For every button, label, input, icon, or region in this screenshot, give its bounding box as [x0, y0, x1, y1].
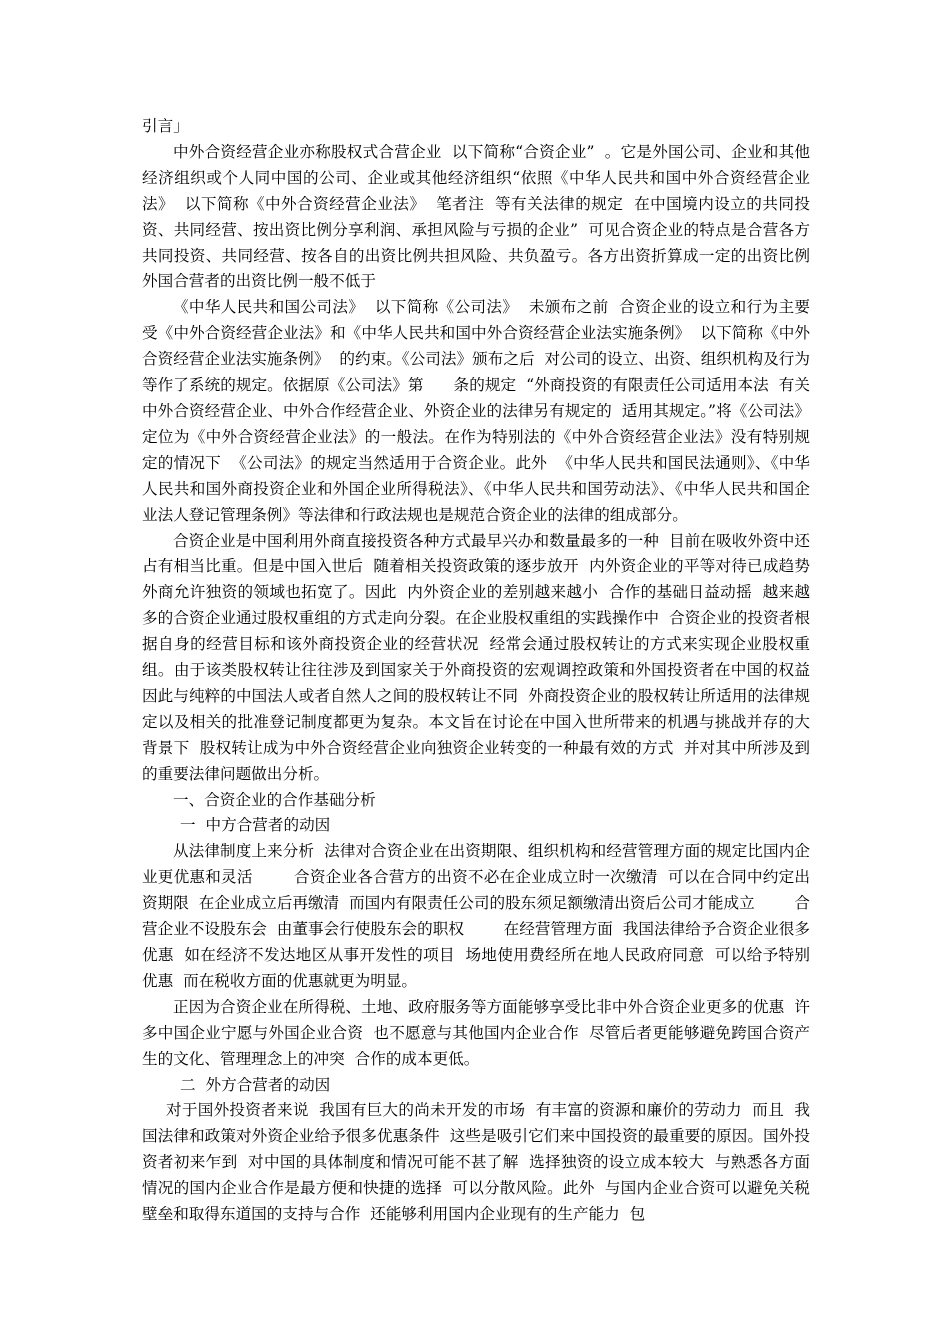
section-heading-1: 一、合资企业的合作基础分析: [173, 790, 376, 809]
subsection-heading-1: 一 中方合营者的动因: [180, 816, 331, 835]
paragraph-4: 从法律制度上来分析 法律对合资企业在出资期限、组织机构和经营管理方面的规定比国内企业更优惠和灵活 合资企业各合营方的出资不必在企业成立时一次缴清 可以在合同中约定出资期限 在企业成立后再缴清 而国内有限责任公司的股东须足额缴清出资后公司才能成立 合营企业不设股东会 由董事会行使股东会的职权 在经营管理方面 我国法律给予合资企业很多优惠 如在经济不发达地区从事开发性的项目 场地使用费经所在地人民政府同意 可以给予特别优惠 而在税收方面的优惠就更为明显。: [142, 842, 810, 990]
paragraph-2: 《中华人民共和国公司法》 以下简称《公司法》 未颁布之前 合资企业的设立和行为主要受《中外合资经营企业法》和《中华人民共和国中外合资经营企业法实施条例》 以下简称《中外合资经营企业法实施条例》 的约束。《公司法》颁布之后 对公司的设立、出资、组织机构及行为等作了系统的规定。依据原《公司法》第 条的规定 “外商投资的有限责任公司适用本法 有关中外合资经营企业、中外合作经营企业、外资企业的法律另有规定的 适用其规定。”将《公司法》定位为《中外合资经营企业法》的一般法。在作为特别法的《中外合资经营企业法》没有特别规定的情况下 《公司法》的规定当然适用于合资企业。此外 《中华人民共和国民法通则》、《中华人民共和国外商投资企业和外国企业所得税法》、《中华人民共和国劳动法》、《中华人民共和国企业法人登记管理条例》等法律和行政法规也是规范合资企业的法律的组成部分。: [142, 298, 810, 524]
paragraph-1: 中外合资经营企业亦称股权式合营企业 以下简称“合资企业” 。它是外国公司、企业和其他经济组织或个人同中国的公司、企业或其他经济组织“依照《中华人民共和国中外合资经营企业法》 以下简称《中外合资经营企业法》 笔者注 等有关法律的规定 在中国境内设立的共同投资、共同经营、按出资比例分享利润、承担风险与亏损的企业” 可见合资企业的特点是合营各方共同投资、共同经营、按各自的出资比例共担风险、共负盈亏。各方出资折算成一定的出资比例 外国合营者的出资比例一般不低于: [142, 142, 820, 291]
document-body: [142, 114, 820, 1228]
intro-label: 引言」: [142, 117, 189, 135]
subsection-heading-2: 二 外方合营者的动因: [180, 1075, 331, 1094]
paragraph-6: 对于国外投资者来说 我国有巨大的尚未开发的市场 有丰富的资源和廉价的劳动力 而且 我国法律和政策对外资企业给予很多优惠条件 这些是吸引它们来中国投资的最重要的原因。国外投资者初来乍到 对中国的具体制度和情况可能不甚了解 选择独资的设立成本较大 与熟悉各方面情况的国内企业合作是最方便和快捷的选择 可以分散风险。此外 与国内企业合资可以避免关税壁垒和取得东道国的支持与合作 还能够利用国内企业现有的生产能力 包: [142, 1101, 810, 1224]
paragraph-3: 合资企业是中国利用外商直接投资各种方式最早兴办和数量最多的一种 目前在吸收外资中还占有相当比重。但是中国入世后 随着相关投资政策的逐步放开 内外资企业的平等对待已成趋势 外商允许独资的领域也拓宽了。因此 内外资企业的差别越来越小 合作的基础日益动摇 越来越多的合资企业通过股权重组的方式走向分裂。在企业股权重组的实践操作中 合资企业的投资者根据自身的经营目标和该外商投资企业的经营状况 经常会通过股权转让的方式来实现企业股权重组。由于该类股权转让往往涉及到国家关于外商投资的宏观调控政策和外国投资者在中国的权益 因此与纯粹的中国法人或者自然人之间的股权转让不同 外商投资企业的股权转让所适用的法律规定以及相关的批准登记制度都更为复杂。本文旨在讨论在中国入世所带来的机遇与挑战并存的大背景下 股权转让成为中外合资经营企业向独资企业转变的一种最有效的方式 并对其中所涉及到的重要法律问题做出分析。: [142, 531, 820, 783]
paragraph-5: 正因为合资企业在所得税、土地、政府服务等方面能够享受比非中外合资企业更多的优惠 许多中国企业宁愿与外国企业合资 也不愿意与其他国内企业合作 尽管后者更能够避免跨国合资产生的文化、管理理念上的冲突 合作的成本更低。: [142, 997, 810, 1068]
